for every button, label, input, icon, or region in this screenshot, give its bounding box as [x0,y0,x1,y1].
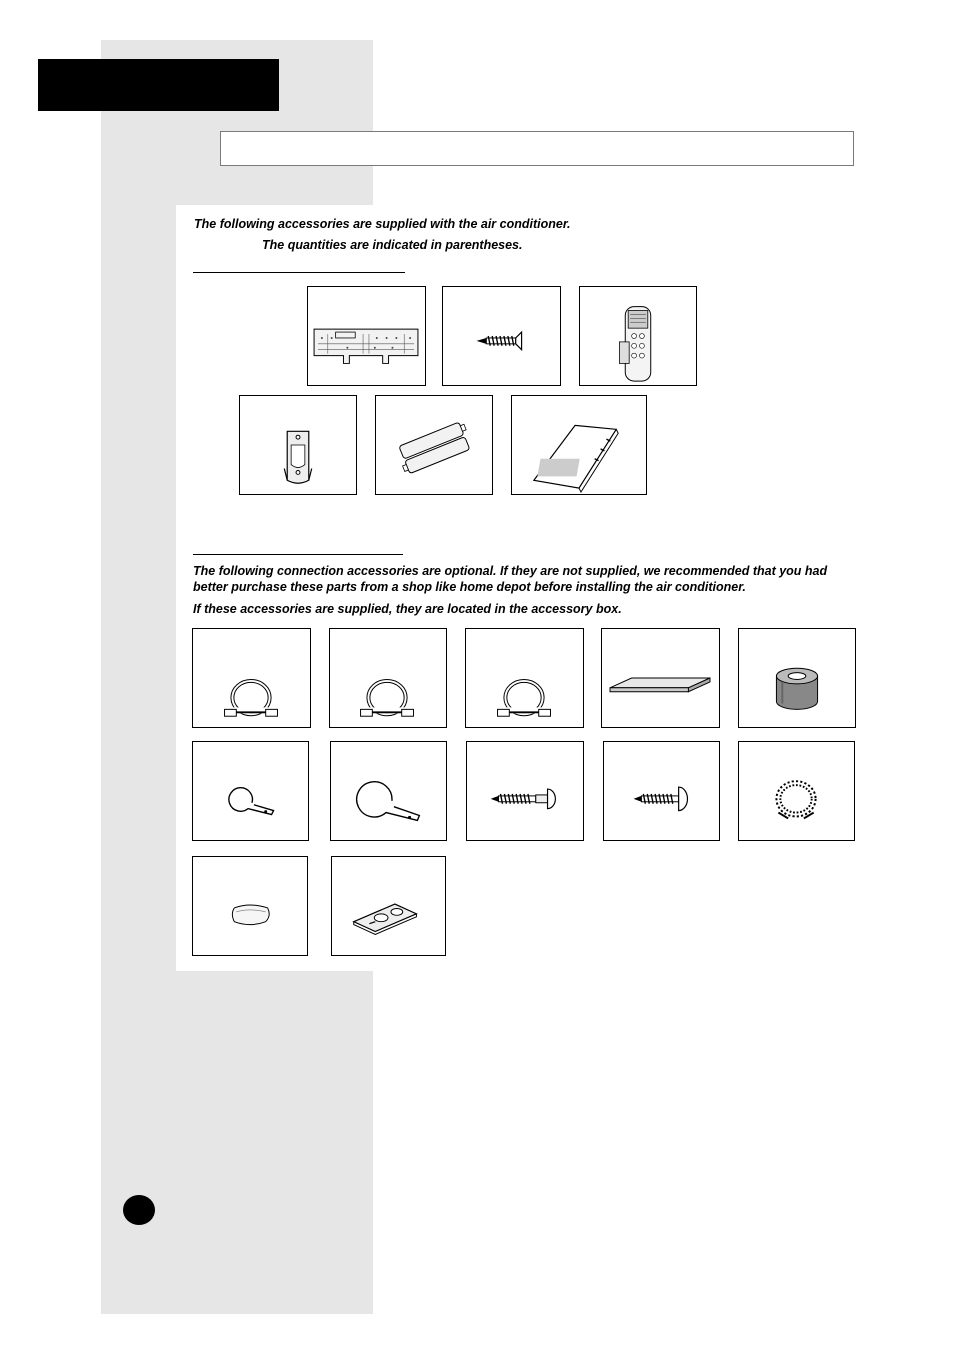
batteries-icon [376,396,492,494]
coiled-pipe-icon [193,629,310,727]
accessory-installation-plate [307,286,426,386]
accessory-tapping-screw [442,286,561,386]
accessory-connection-pipe-1 [192,628,311,728]
large-clamp-icon [331,742,446,840]
accessory-connection-pipe-2 [329,628,447,728]
accessory-vinyl-tape [738,628,856,728]
remote-holder-icon [240,396,356,494]
accessory-pan-head-screw [603,741,720,841]
small-clamp-icon [193,742,308,840]
accessory-putty [192,856,308,956]
accessory-batteries [375,395,493,495]
page-title-box [220,131,854,166]
remote-control-icon [580,287,696,385]
pan-head-screw-icon [604,742,719,840]
putty-icon [193,857,307,955]
tapping-screw-icon [443,287,560,385]
accessory-insulation-board [601,628,720,728]
insulation-board-icon [602,629,719,727]
accessory-remote-holder [239,395,357,495]
accessory-drain-cap [331,856,446,956]
coiled-pipe-icon [330,629,446,727]
optional-section-rule [193,554,403,555]
accessory-connection-pipe-3 [465,628,584,728]
round-head-screw-icon [467,742,583,840]
accessory-small-clamp [192,741,309,841]
supplied-section-rule [193,272,405,273]
accessory-user-manual [511,395,647,495]
accessory-drain-hose [738,741,855,841]
optional-intro-line1: The following connection accessories are optional. If they are not supplied, we recommended that you had [193,564,828,578]
page-number-marker [123,1195,155,1225]
accessory-large-clamp [330,741,447,841]
drain-hose-icon [739,742,854,840]
coiled-pipe-icon [466,629,583,727]
section-tab [38,59,279,111]
user-manual-icon [512,396,646,494]
drain-cap-icon [332,857,445,955]
supplied-intro-line2: The quantities are indicated in parentheses. [262,238,523,252]
optional-intro-line2: better purchase these parts from a shop like home depot before installing the air conditioner. [193,580,746,594]
accessory-remote-control [579,286,697,386]
vinyl-tape-icon [739,629,855,727]
accessory-round-head-screw [466,741,584,841]
supplied-intro-line1: The following accessories are supplied with the air conditioner. [194,217,571,231]
optional-intro-line3: If these accessories are supplied, they are located in the accessory box. [193,602,622,616]
installation-plate-icon [308,287,425,385]
